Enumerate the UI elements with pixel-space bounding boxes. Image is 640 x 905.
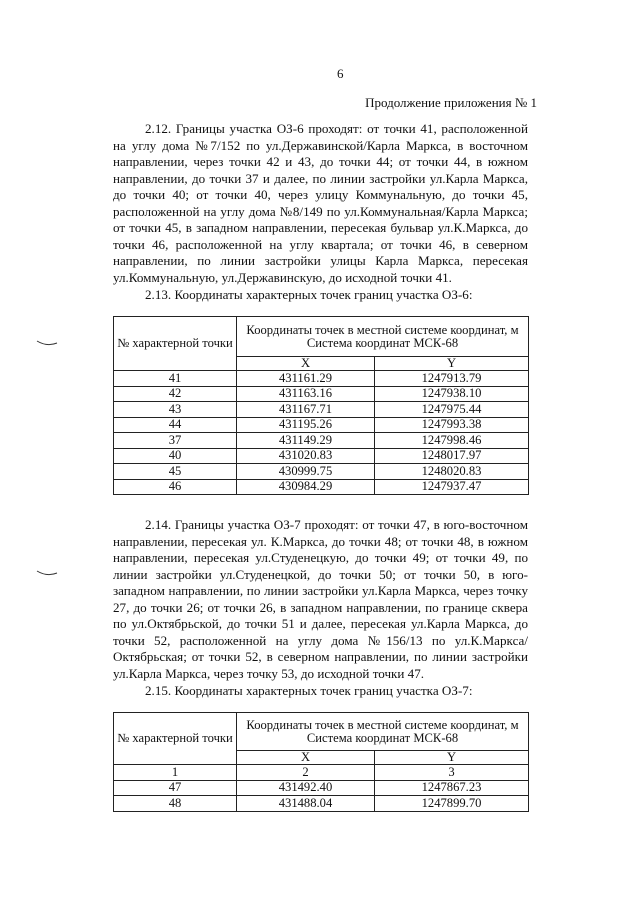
margin-mark-1 [36, 339, 58, 347]
y-cell: 1247899.70 [375, 796, 529, 812]
table-row [114, 796, 529, 812]
coordinates-table-oz7 [113, 712, 529, 812]
table-row [114, 479, 529, 495]
y-cell: 1247938.10 [375, 386, 529, 402]
table-row [114, 402, 529, 418]
x-cell: 431195.26 [237, 417, 375, 433]
table-row [114, 386, 529, 402]
point-cell: 37 [114, 433, 237, 449]
appendix-header: Продолжение приложения № 1 [365, 95, 537, 110]
x-cell: 431492.40 [237, 780, 375, 796]
x-cell: 431149.29 [237, 433, 375, 449]
point-cell: 48 [114, 796, 237, 812]
y-cell: 1248020.83 [375, 464, 529, 480]
table-row [114, 371, 529, 387]
section-2-12-text: 2.12. Границы участка ОЗ-6 проходят: от точки 41, расположенной на углу дома №7/152 по ул.Державинской/Карла Маркса, в восточном направлении, через точки 42 и 43, до точки 44; от точки 44, в южном направлении, до точки 37 и далее, по линии застройки ул.Карла Маркса, до точки 40; от точки 40, через улицу Коммунальную, до точки 45, расположенной на углу дома №8/149 по ул.Коммунальная/Карла Маркса; от точки 45, в западном направлении, пересекая бульвар ул.К.Маркса, до точки 46, расположенной на углу квартала; от точки 46, в северном направлении, по линии застройки улицы Карла Маркса, пересекая ул.Коммунальную, ул.Державинскую, до исходной точки 41. [113, 121, 528, 285]
column-number: 3 [375, 765, 529, 781]
point-cell: 47 [114, 780, 237, 796]
y-cell: 1247998.46 [375, 433, 529, 449]
table-column-number-row [114, 765, 529, 781]
y-cell: 1248017.97 [375, 448, 529, 464]
y-cell: 1247937.47 [375, 479, 529, 495]
table-header-y: Y [375, 751, 529, 765]
page-number: 6 [337, 66, 344, 81]
y-cell: 1247867.23 [375, 780, 529, 796]
column-number: 1 [114, 765, 237, 781]
section-2-15-title: 2.15. Координаты характерных точек границ участка ОЗ-7: [145, 683, 473, 698]
table-row [114, 417, 529, 433]
table-header-coords: Координаты точек в местной системе координат, м Система координат МСК-68 [237, 317, 529, 357]
table-header-coords: Координаты точек в местной системе координат, м Система координат МСК-68 [237, 713, 529, 751]
x-cell: 430984.29 [237, 479, 375, 495]
table-row [114, 464, 529, 480]
x-cell: 430999.75 [237, 464, 375, 480]
table-header-point: № характерной точки [114, 317, 237, 371]
x-cell: 431161.29 [237, 371, 375, 387]
section-2-14-text: 2.14. Границы участка ОЗ-7 проходят: от точки 47, в юго-восточном направлении, пересекая ул. К.Маркса, до точки 48; от точки 48, в южном направлении, пересекая ул.Студенецкую, до точки 49; от точки 49, по линии застройки ул.Студенецкой, до точки 50; от точки 50, в юго-западном направлении, по линии застройки ул.Карла Маркса, через точку 27, до точки 26; от точки 26, в западном направлении, по границе сквера по ул.Октябрьской, до точки 51 и далее, пересекая ул.Карла Маркса, до точки 52, расположенной на углу дома №156/13 по ул.К.Маркса/Октябрьская; от точки 52, в северном направлении, по линии застройки ул.Карла Маркса, через точку 53, до исходной точки 47. [113, 517, 528, 681]
section-2-13-title: 2.13. Координаты характерных точек границ участка ОЗ-6: [145, 287, 473, 302]
point-cell: 42 [114, 386, 237, 402]
table-row [114, 433, 529, 449]
table-header-x: X [237, 357, 375, 371]
table-header-point: № характерной точки [114, 713, 237, 765]
table-header-y: Y [375, 357, 529, 371]
x-cell: 431167.71 [237, 402, 375, 418]
y-cell: 1247975.44 [375, 402, 529, 418]
column-number: 2 [237, 765, 375, 781]
table-header-x: X [237, 751, 375, 765]
coordinates-table-oz6 [113, 316, 529, 495]
x-cell: 431020.83 [237, 448, 375, 464]
y-cell: 1247993.38 [375, 417, 529, 433]
point-cell: 41 [114, 371, 237, 387]
table-row [114, 448, 529, 464]
point-cell: 45 [114, 464, 237, 480]
point-cell: 44 [114, 417, 237, 433]
point-cell: 40 [114, 448, 237, 464]
margin-mark-2 [36, 569, 58, 577]
x-cell: 431488.04 [237, 796, 375, 812]
point-cell: 46 [114, 479, 237, 495]
point-cell: 43 [114, 402, 237, 418]
x-cell: 431163.16 [237, 386, 375, 402]
y-cell: 1247913.79 [375, 371, 529, 387]
table-row [114, 780, 529, 796]
